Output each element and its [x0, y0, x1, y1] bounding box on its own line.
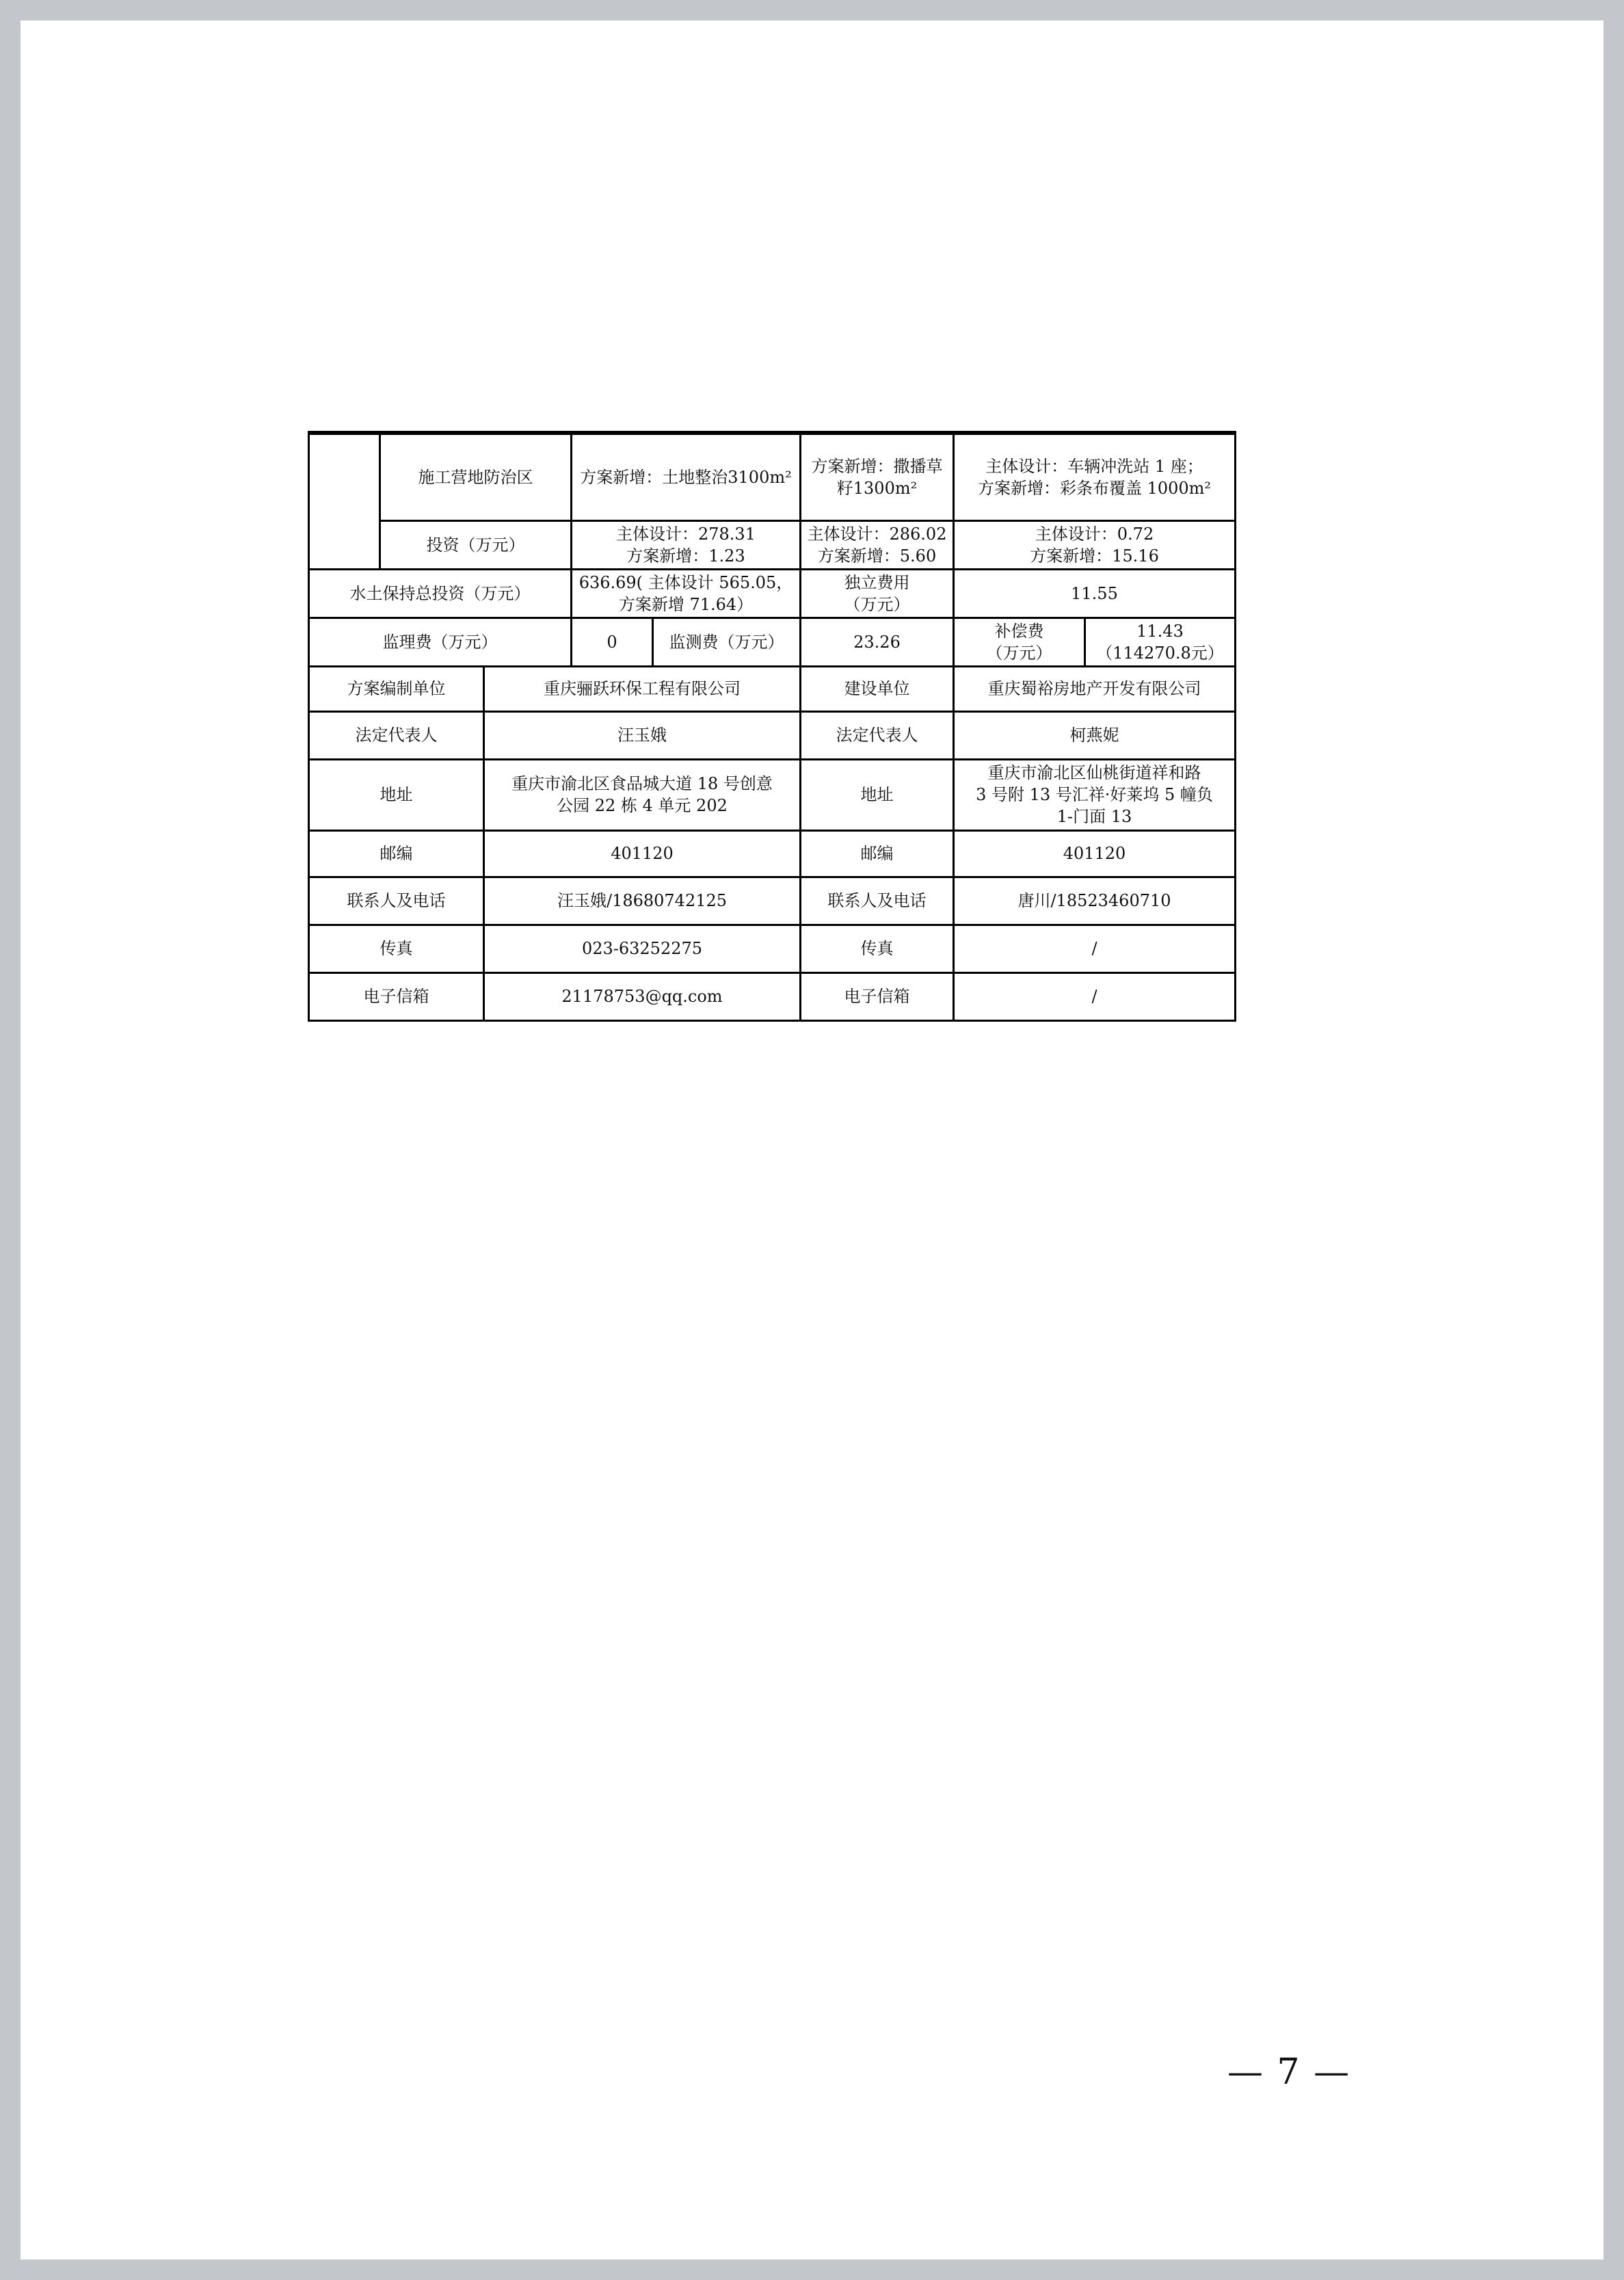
measure-cell-2: 方案新增：撒播草籽1300m²: [801, 433, 954, 520]
row-value: 401120: [954, 830, 1236, 877]
row-label: 法定代表人: [309, 711, 484, 759]
investment-2-line-1: 主体设计：286.02: [807, 524, 947, 544]
row-value: 023-63252275: [484, 925, 801, 972]
investment-2-line-2: 方案新增：5.60: [817, 546, 937, 566]
compensation-fee-value: [1085, 618, 1236, 666]
row-label: 邮编: [309, 830, 484, 877]
supervision-fee-label: 监理费（万元）: [309, 618, 572, 666]
row-value: 汪玉娥/18680742125: [484, 877, 801, 925]
row-value: /: [954, 972, 1236, 1020]
total-investment-value: [572, 569, 801, 618]
investment-label-cell: 投资（万元）: [380, 520, 572, 569]
independent-cost-line-2: （万元）: [844, 594, 910, 614]
measure-cell-3: [954, 433, 1236, 520]
project-info-table-wrap: [308, 431, 1234, 1020]
row-label: 传真: [309, 925, 484, 972]
row-value: 汪玉娥: [484, 711, 801, 759]
row-label: 联系人及电话: [309, 877, 484, 925]
address-right-line-2: 3 号附 13 号汇祥·好莱坞 5 幢负: [976, 785, 1213, 804]
row-label: 联系人及电话: [801, 877, 954, 925]
project-info-table: [308, 431, 1236, 1022]
row-value: /: [954, 925, 1236, 972]
independent-cost-line-1: 独立费用: [844, 572, 910, 592]
measure-3-line-2: 方案新增：彩条布覆盖 1000m²: [977, 478, 1212, 498]
independent-cost-label: [801, 569, 954, 618]
investment-cell-3: [954, 520, 1236, 569]
total-investment-line-2: 方案新增 71.64）: [618, 594, 754, 614]
table-row: [309, 618, 1236, 666]
compensation-label-line-1: 补偿费: [994, 621, 1044, 641]
address-right-line-1: 重庆市渝北区仙桃街道祥和路: [987, 763, 1201, 782]
compensation-value-line-1: 11.43: [1136, 621, 1184, 641]
measure-3-line-1: 主体设计：车辆冲洗站 1 座；: [985, 456, 1203, 476]
monitoring-fee-label: 监测费（万元）: [653, 618, 801, 666]
row-label: 电子信箱: [801, 972, 954, 1020]
compensation-fee-label: [954, 618, 1085, 666]
investment-3-line-2: 方案新增：15.16: [1030, 546, 1159, 566]
row-value: [954, 759, 1236, 830]
compensation-value-line-2: （114270.8元）: [1096, 643, 1224, 663]
address-left-line-1: 重庆市渝北区食品城大道 18 号创意: [511, 774, 773, 793]
row-label: 地址: [309, 759, 484, 830]
investment-cell-1: [572, 520, 801, 569]
row-label: 邮编: [801, 830, 954, 877]
address-left-line-2: 公园 22 栋 4 单元 202: [557, 796, 728, 815]
investment-1-line-1: 主体设计：278.31: [616, 524, 756, 544]
row-label: 方案编制单位: [309, 666, 484, 711]
row-label: 法定代表人: [801, 711, 954, 759]
row-value: 重庆蜀裕房地产开发有限公司: [954, 666, 1236, 711]
row-value: 401120: [484, 830, 801, 877]
table-row: [309, 569, 1236, 618]
row-label: 传真: [801, 925, 954, 972]
area-label-cell: 施工营地防治区: [380, 433, 572, 520]
empty-merged-cell: [309, 433, 380, 569]
independent-cost-value: 11.55: [954, 569, 1236, 618]
row-label: 建设单位: [801, 666, 954, 711]
table-row: [309, 759, 1236, 830]
total-investment-line-1: 636.69( 主体设计 565.05，: [578, 572, 793, 592]
measure-cell-1: 方案新增：土地整治3100m²: [572, 433, 801, 520]
row-value: 21178753@qq.com: [484, 972, 801, 1020]
table-row: [309, 666, 1236, 711]
table-row: [309, 711, 1236, 759]
page-number: — 7 —: [1227, 2052, 1351, 2093]
table-row: [309, 925, 1236, 972]
table-row: [309, 972, 1236, 1020]
compensation-label-line-2: （万元）: [986, 643, 1052, 663]
document-page: [21, 21, 1603, 2259]
table-row: [309, 877, 1236, 925]
row-value: 柯燕妮: [954, 711, 1236, 759]
supervision-fee-value: 0: [572, 618, 653, 666]
monitoring-fee-value: 23.26: [801, 618, 954, 666]
investment-cell-2: [801, 520, 954, 569]
table-row: [309, 520, 1236, 569]
row-label: 电子信箱: [309, 972, 484, 1020]
investment-3-line-1: 主体设计：0.72: [1035, 524, 1154, 544]
table-row: [309, 433, 1236, 520]
row-value: 唐川/18523460710: [954, 877, 1236, 925]
row-label: 地址: [801, 759, 954, 830]
investment-1-line-2: 方案新增：1.23: [626, 546, 745, 566]
row-value: [484, 759, 801, 830]
total-investment-label: 水土保持总投资（万元）: [309, 569, 572, 618]
address-right-line-3: 1-门面 13: [1056, 807, 1132, 826]
table-row: [309, 830, 1236, 877]
row-value: 重庆骊跃环保工程有限公司: [484, 666, 801, 711]
